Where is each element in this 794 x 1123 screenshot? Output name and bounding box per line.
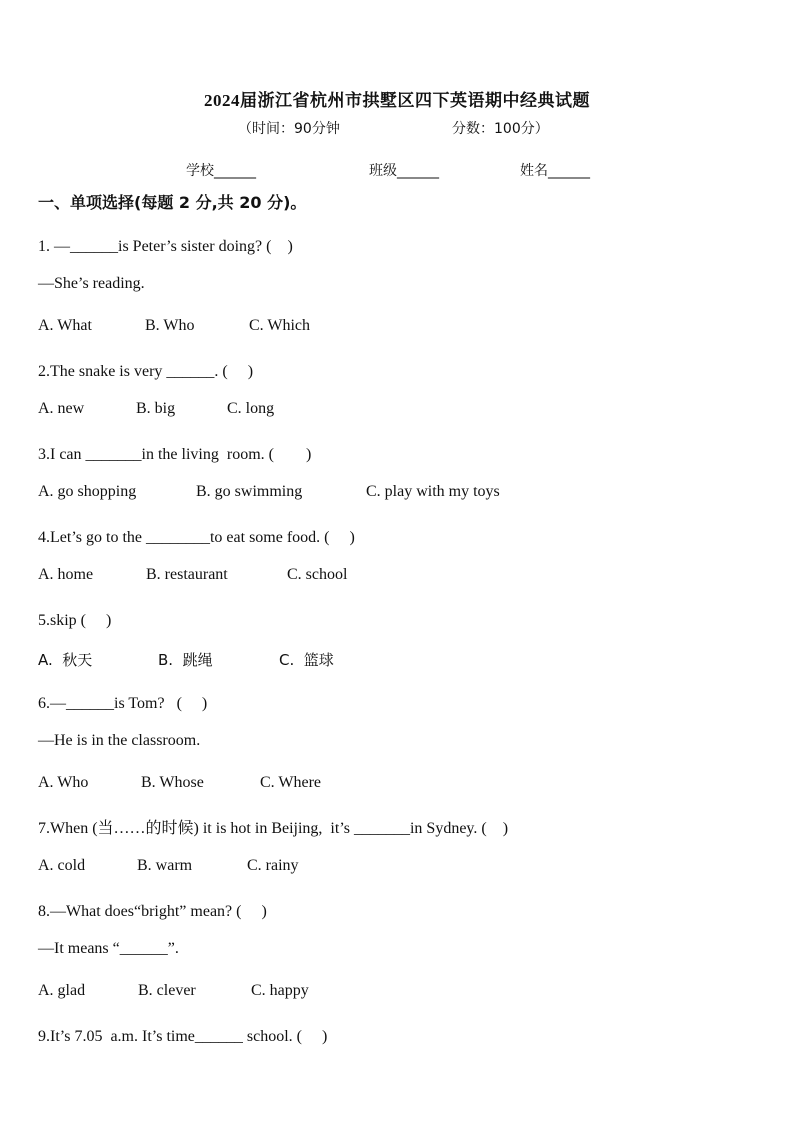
option-b: B. big [136,400,176,417]
options-5 [38,649,334,670]
question-2: 2.The snake is very ______. ( ) [38,363,254,380]
option-b: B. Whose [141,774,204,791]
school-field: 学校______ [186,163,256,179]
option-a: A. go shopping [38,483,137,500]
question-4: 4.Let’s go to the ________to eat some food. ( ) [38,529,355,546]
options-3 [38,483,500,501]
option-b: B. clever [138,982,196,999]
option-b: B. Who [145,317,195,334]
option-a: A. 秋天 [38,651,93,669]
section-heading: 一、单项选择(每题 2 分,共 20 分)。 [38,193,307,212]
option-b: B. warm [137,857,193,874]
option-c: C. 篮球 [279,651,334,669]
exam-time: （时间：90分钟 [238,121,340,137]
option-c: C. Where [260,774,322,791]
question-6: 6.—______is Tom? ( ) [38,695,208,712]
option-b: B. go swimming [196,483,303,500]
option-a: A. cold [38,857,86,874]
question-9: 9.It’s 7.05 a.m. It’s time______ school. ( ) [38,1028,328,1045]
options-2 [38,400,274,418]
exam-score: 分数：100分） [452,121,549,137]
option-c: C. long [227,400,275,417]
option-a: A. new [38,400,85,417]
option-c: C. happy [251,982,309,999]
options-6 [38,774,321,792]
exam-title: 2024届浙江省杭州市拱墅区四下英语期中经典试题 [204,91,590,110]
option-c: C. Which [249,317,311,334]
option-c: C. play with my toys [366,483,500,500]
question-7: 7.When (当……的时候) it is hot in Beijing, it’s _______in Sydney. ( ) [38,820,509,837]
option-b: B. restaurant [146,566,228,583]
option-a: A. Who [38,774,89,791]
option-c: C. rainy [247,857,299,874]
question-5: 5.skip ( ) [38,612,112,629]
option-a: A. What [38,317,92,334]
question-3: 3.I can _______in the living room. ( ) [38,446,312,463]
options-7 [38,857,299,875]
answer-line-8: —It means “______”. [38,940,179,957]
option-b: B. 跳绳 [158,651,213,669]
question-8: 8.—What does“bright” mean? ( ) [38,903,267,920]
options-8 [38,982,309,1000]
options-1 [38,317,310,335]
class-field: 班级______ [369,163,439,179]
option-a: A. glad [38,982,86,999]
answer-line-6: —He is in the classroom. [38,732,201,749]
option-c: C. school [287,566,348,583]
options-4 [38,566,347,584]
question-1: 1. —______is Peter’s sister doing? ( ) [38,238,293,255]
answer-line-1: —She’s reading. [38,275,145,292]
option-a: A. home [38,566,94,583]
name-field: 姓名______ [520,163,590,179]
